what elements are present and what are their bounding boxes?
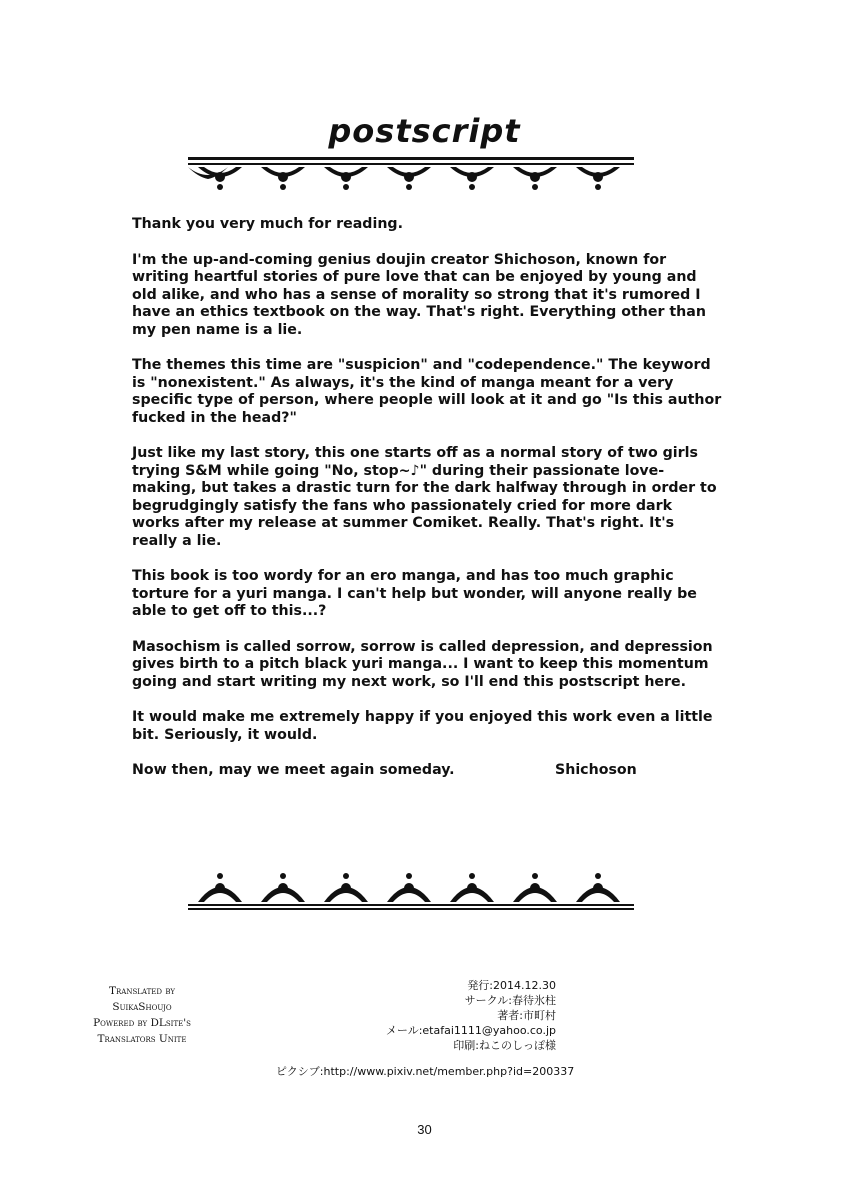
colophon-line: 著者:市町村 bbox=[497, 1009, 556, 1022]
paragraph: Thank you very much for reading. bbox=[132, 216, 403, 232]
colophon-line: 発行:2014.12.30 bbox=[467, 979, 556, 992]
bottom-lace-ornament bbox=[188, 864, 634, 910]
translation-credits bbox=[82, 983, 202, 1047]
page-number: 30 bbox=[417, 1122, 432, 1137]
page-title: postscript bbox=[328, 112, 521, 150]
colophon-line: サークル:春待氷柱 bbox=[464, 994, 556, 1007]
paragraph: Just like my last story, this one starts off as a normal story of two girls trying S&M while going "No, stop~♪" during their passionate love-making, but takes a drastic turn for the dark halfway through in order to begrudgingly satisfy the fans who passionately cried for more dark works after my release at summer Comiket. Really. That's right. It's really a lie. bbox=[132, 445, 717, 549]
paragraph: Now then, may we meet again someday. bbox=[132, 762, 455, 778]
postscript-body bbox=[132, 216, 722, 798]
paragraph: This book is too wordy for an ero manga, and has too much graphic torture for a yuri manga. I can't help but wonder, will anyone really be able to get off to this...? bbox=[132, 568, 697, 619]
credit-line: SuikaShoujo bbox=[112, 1001, 172, 1013]
credit-line: Translated by bbox=[109, 985, 175, 997]
colophon-line: 印刷:ねこのしっぽ様 bbox=[453, 1039, 556, 1052]
top-lace-ornament bbox=[188, 157, 634, 197]
paragraph: I'm the up-and-coming genius doujin creator Shichoson, known for writing heartful stories of pure love that can be enjoyed by young and old alike, and who has a sense of morality so strong that it's rumored I have an ethics textbook on the way. That's right. Everything other than my pen name is a lie. bbox=[132, 251, 706, 338]
colophon bbox=[300, 978, 556, 1053]
paragraph: The themes this time are "suspicion" and "codependence." The keyword is "nonexistent." As always, it's the kind of manga meant for a very specific type of person, where people will look at it and go "Is this author fucked in the head?" bbox=[132, 357, 722, 426]
credit-line: Powered by DLsite's bbox=[93, 1017, 191, 1029]
colophon-line: メール:etafai1111@yahoo.co.jp bbox=[385, 1024, 556, 1037]
credit-line: Translators Unite bbox=[97, 1033, 187, 1045]
pixiv-link: ピクシブ:http://www.pixiv.net/member.php?id=200337 bbox=[275, 1065, 575, 1078]
paragraph: Masochism is called sorrow, sorrow is called depression, and depression gives birth to a pitch black yuri manga... I want to keep this momentum going and start writing my next work, so I'll end this postscript here. bbox=[132, 638, 713, 690]
author-signature: Shichoson bbox=[555, 762, 637, 778]
paragraph: It would make me extremely happy if you enjoyed this work even a little bit. Seriously, it would. bbox=[132, 709, 713, 743]
